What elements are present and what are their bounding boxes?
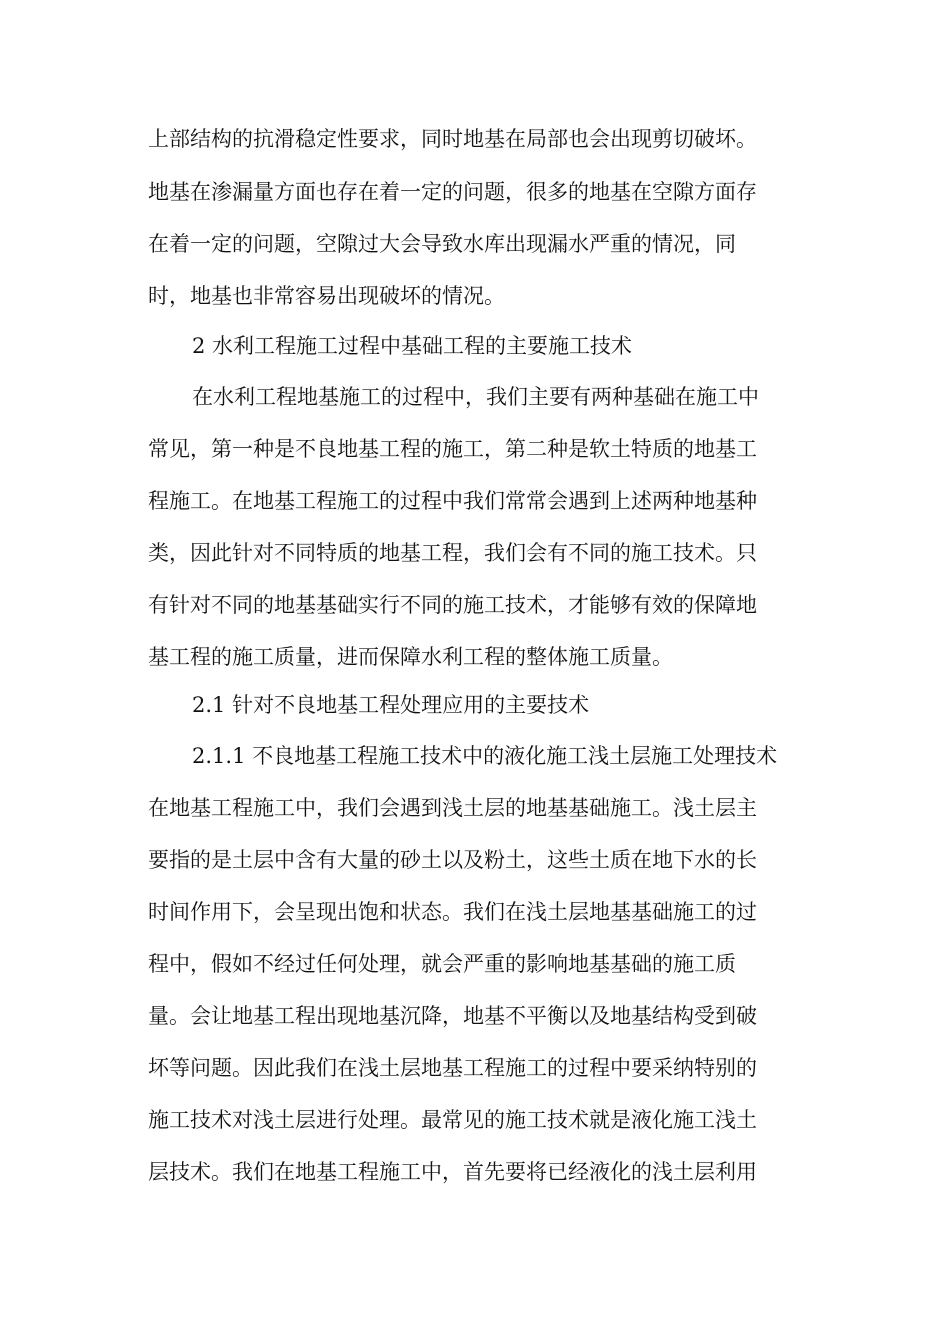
paragraph-line: 在地基工程施工中，我们会遇到浅土层的地基基础施工。浅土层主 — [148, 796, 757, 820]
paragraph-line: 在着一定的问题，空隙过大会导致水库出现漏水严重的情况，同 — [148, 232, 736, 256]
paragraph-line: 时间作用下，会呈现出饱和状态。我们在浅土层地基基础施工的过 — [148, 900, 757, 924]
paragraph-line: 施工技术对浅土层进行处理。最常见的施工技术就是液化施工浅土 — [148, 1108, 757, 1132]
paragraph-line: 坏等问题。因此我们在浅土层地基工程施工的过程中要采纳特别的 — [148, 1056, 757, 1080]
paragraph-line: 时，地基也非常容易出现破坏的情况。 — [148, 284, 505, 308]
paragraph-line: 程中，假如不经过任何处理，就会严重的影响地基基础的施工质 — [148, 952, 736, 976]
paragraph-line: 量。会让地基工程出现地基沉降，地基不平衡以及地基结构受到破 — [148, 1004, 757, 1028]
paragraph-line: 要指的是土层中含有大量的砂土以及粉土，这些土质在地下水的长 — [148, 848, 757, 872]
subsubsection-heading: 2.1.1 不良地基工程施工技术中的液化施工浅土层施工处理技术 — [192, 744, 778, 768]
paragraph-line: 有针对不同的地基基础实行不同的施工技术，才能够有效的保障地 — [148, 593, 757, 617]
paragraph-line: 层技术。我们在地基工程施工中，首先要将已经液化的浅土层利用 — [148, 1160, 757, 1184]
subsection-heading: 2.1 针对不良地基工程处理应用的主要技术 — [192, 693, 590, 717]
paragraph-line: 在水利工程地基施工的过程中，我们主要有两种基础在施工中 — [192, 385, 759, 409]
paragraph-line: 程施工。在地基工程施工的过程中我们常常会遇到上述两种地基种 — [148, 489, 757, 513]
paragraph-line: 上部结构的抗滑稳定性要求，同时地基在局部也会出现剪切破坏。 — [148, 127, 757, 151]
paragraph-line: 基工程的施工质量，进而保障水利工程的整体施工质量。 — [148, 645, 673, 669]
paragraph-line: 地基在渗漏量方面也存在着一定的问题，很多的地基在空隙方面存 — [148, 180, 757, 204]
paragraph-line: 类，因此针对不同特质的地基工程，我们会有不同的施工技术。只 — [148, 541, 757, 565]
section-heading: 2 水利工程施工过程中基础工程的主要施工技术 — [192, 334, 633, 358]
paragraph-line: 常见，第一种是不良地基工程的施工，第二种是软土特质的地基工 — [148, 437, 757, 461]
